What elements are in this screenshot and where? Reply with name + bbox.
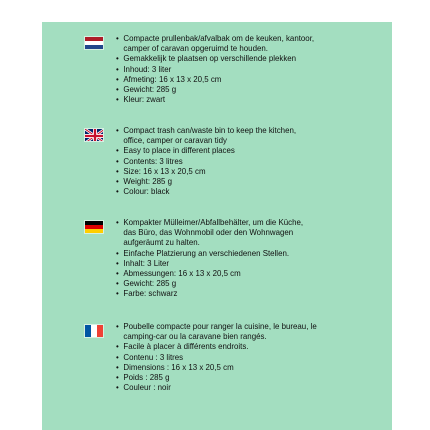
list-item: • Abmessungen: 16 x 13 x 20,5 cm bbox=[116, 268, 364, 278]
list-item: • Poids : 285 g bbox=[116, 372, 364, 382]
list-item: • Colour: black bbox=[116, 186, 364, 196]
list-item: • Gemakkelijk te plaatsen op verschillende plekken bbox=[116, 53, 364, 63]
list-item: • Couleur : noir bbox=[116, 382, 364, 392]
product-info-panel bbox=[42, 22, 392, 430]
list-item: • Gewicht: 285 g bbox=[116, 278, 364, 288]
german-item-list bbox=[116, 217, 386, 299]
list-item: • Compacte prullenbak/afvalbak om de keuken, kantoor, camper of caravan opgeruimd te houden. bbox=[116, 33, 364, 53]
flag-germany-icon bbox=[84, 220, 104, 234]
list-item: • Gewicht: 285 g bbox=[116, 84, 364, 94]
list-item: • Inhalt: 3 Liter bbox=[116, 258, 364, 268]
flag-netherlands-icon bbox=[84, 36, 104, 50]
list-item: • Einfache Platzierung an verschiedenen Stellen. bbox=[116, 248, 364, 258]
list-item: • Afmeting: 16 x 13 x 20,5 cm bbox=[116, 74, 364, 84]
list-item: • Inhoud: 3 liter bbox=[116, 64, 364, 74]
list-item: • Kompakter Mülleimer/Abfallbehälter, um die Küche, das Büro, das Wohnmobil oder den Wohnwagen aufgeräumt zu halten. bbox=[116, 217, 364, 248]
list-item: • Farbe: schwarz bbox=[116, 288, 364, 298]
list-item: • Dimensions : 16 x 13 x 20,5 cm bbox=[116, 362, 364, 372]
list-item: • Easy to place in different places bbox=[116, 145, 364, 155]
list-item: • Compact trash can/waste bin to keep the kitchen, office, camper or caravan tidy bbox=[116, 125, 364, 145]
flag-united-kingdom-icon bbox=[84, 128, 104, 142]
english-item-list bbox=[116, 125, 386, 196]
list-item: • Size: 16 x 13 x 20,5 cm bbox=[116, 166, 364, 176]
french-item-list bbox=[116, 321, 386, 392]
list-item: • Weight: 285 g bbox=[116, 176, 364, 186]
list-item: • Contenu : 3 litres bbox=[116, 352, 364, 362]
dutch-item-list bbox=[116, 33, 386, 104]
list-item: • Facile à placer à différents endroits. bbox=[116, 341, 364, 351]
list-item: • Kleur: zwart bbox=[116, 94, 364, 104]
list-item: • Poubelle compacte pour ranger la cuisine, le bureau, le camping-car ou la caravane bien rangés. bbox=[116, 321, 364, 341]
flag-france-icon bbox=[84, 324, 104, 338]
list-item: • Contents: 3 litres bbox=[116, 156, 364, 166]
